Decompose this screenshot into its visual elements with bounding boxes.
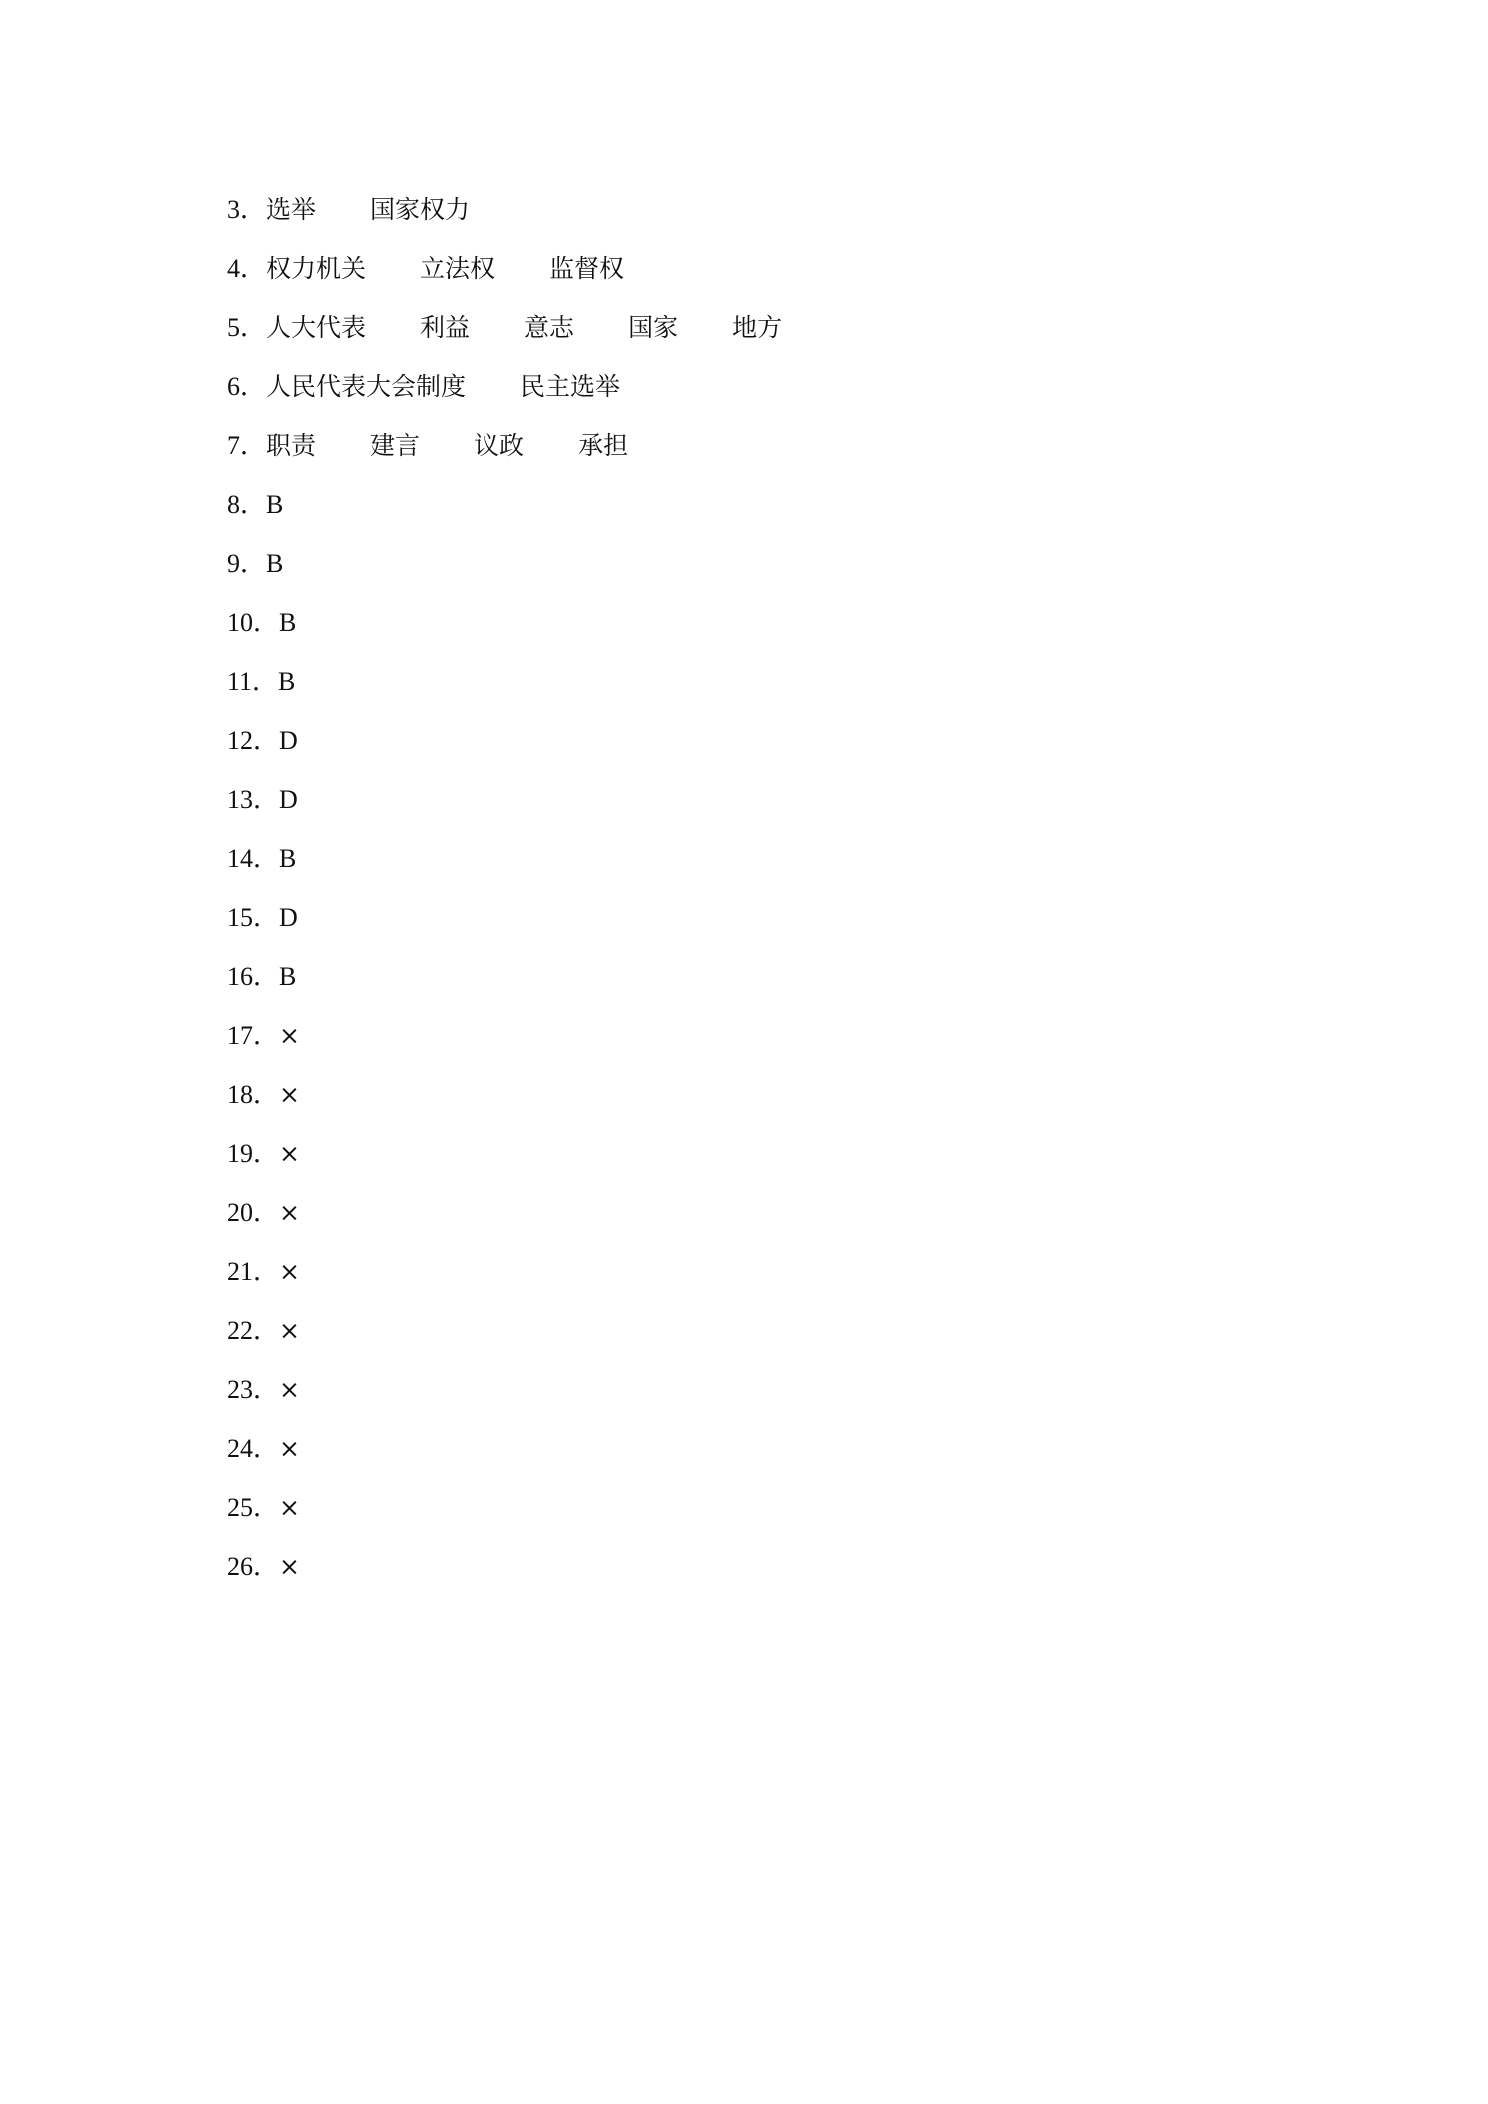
answer-number: 4． xyxy=(227,254,267,283)
answer-term: × xyxy=(279,1080,300,1109)
answer-term: 民主选举 xyxy=(520,372,621,401)
answer-number: 19． xyxy=(227,1139,280,1168)
answer-term: × xyxy=(279,1552,300,1581)
answer-number: 11． xyxy=(227,667,279,696)
answer-number: 25． xyxy=(227,1493,280,1522)
answer-line xyxy=(227,1075,782,1134)
answer-number: 9． xyxy=(227,549,267,578)
answer-line xyxy=(227,1193,782,1252)
answer-line xyxy=(227,426,782,485)
answer-term: D xyxy=(279,903,298,932)
answer-term: 地方 xyxy=(732,313,783,342)
answer-line xyxy=(227,1429,782,1488)
answer-number: 18． xyxy=(227,1080,280,1109)
answer-term: 建言 xyxy=(370,431,421,460)
answer-line xyxy=(227,957,782,1016)
answer-line xyxy=(227,308,782,367)
answer-term: 职责 xyxy=(266,431,317,460)
answer-line xyxy=(227,1547,782,1606)
answer-line xyxy=(227,839,782,898)
answer-term: 利益 xyxy=(420,313,471,342)
answer-number: 20． xyxy=(227,1198,280,1227)
answer-term: 承担 xyxy=(578,431,629,460)
answer-number: 14． xyxy=(227,844,280,873)
answer-term: 意志 xyxy=(524,313,575,342)
answer-term: B xyxy=(266,490,284,519)
answer-number: 21． xyxy=(227,1257,280,1286)
answer-list xyxy=(227,190,782,1606)
answer-term: 选举 xyxy=(266,195,317,224)
answer-line xyxy=(227,485,782,544)
answer-number: 24． xyxy=(227,1434,280,1463)
answer-number: 8． xyxy=(227,490,267,519)
answer-term: × xyxy=(279,1139,300,1168)
answer-number: 23． xyxy=(227,1375,280,1404)
answer-term: D xyxy=(279,785,298,814)
answer-term: B xyxy=(266,549,284,578)
answer-term: 国家 xyxy=(628,313,679,342)
answer-term: 人民代表大会制度 xyxy=(266,372,467,401)
answer-term: B xyxy=(278,667,296,696)
answer-number: 7． xyxy=(227,431,267,460)
answer-line xyxy=(227,367,782,426)
answer-number: 22． xyxy=(227,1316,280,1345)
answer-number: 15． xyxy=(227,903,280,932)
answer-line xyxy=(227,1252,782,1311)
answer-term: 国家权力 xyxy=(370,195,471,224)
answer-term: × xyxy=(279,1316,300,1345)
answer-line xyxy=(227,1488,782,1547)
answer-term: B xyxy=(279,844,297,873)
answer-term: D xyxy=(279,726,298,755)
answer-number: 6． xyxy=(227,372,267,401)
answer-line xyxy=(227,544,782,603)
answer-line xyxy=(227,780,782,839)
answer-number: 13． xyxy=(227,785,280,814)
answer-term: 议政 xyxy=(474,431,525,460)
answer-number: 10． xyxy=(227,608,280,637)
answer-line xyxy=(227,1016,782,1075)
answer-term: B xyxy=(279,608,297,637)
answer-term: × xyxy=(279,1375,300,1404)
answer-term: × xyxy=(279,1257,300,1286)
answer-term: 立法权 xyxy=(420,254,496,283)
answer-line xyxy=(227,662,782,721)
answer-term: 人大代表 xyxy=(266,313,367,342)
answer-line xyxy=(227,603,782,662)
answer-line xyxy=(227,190,782,249)
answer-term: × xyxy=(279,1021,300,1050)
answer-line xyxy=(227,1370,782,1429)
answer-number: 16． xyxy=(227,962,280,991)
answer-number: 12． xyxy=(227,726,280,755)
answer-term: × xyxy=(279,1198,300,1227)
answer-term: × xyxy=(279,1434,300,1463)
answer-term: × xyxy=(279,1493,300,1522)
answer-number: 3． xyxy=(227,195,267,224)
answer-number: 26． xyxy=(227,1552,280,1581)
answer-line xyxy=(227,1134,782,1193)
answer-line xyxy=(227,1311,782,1370)
answer-term: 权力机关 xyxy=(266,254,367,283)
answer-line xyxy=(227,249,782,308)
answer-number: 17． xyxy=(227,1021,280,1050)
answer-term: 监督权 xyxy=(549,254,625,283)
answer-line xyxy=(227,721,782,780)
answer-line xyxy=(227,898,782,957)
answer-term: B xyxy=(279,962,297,991)
answer-number: 5． xyxy=(227,313,267,342)
